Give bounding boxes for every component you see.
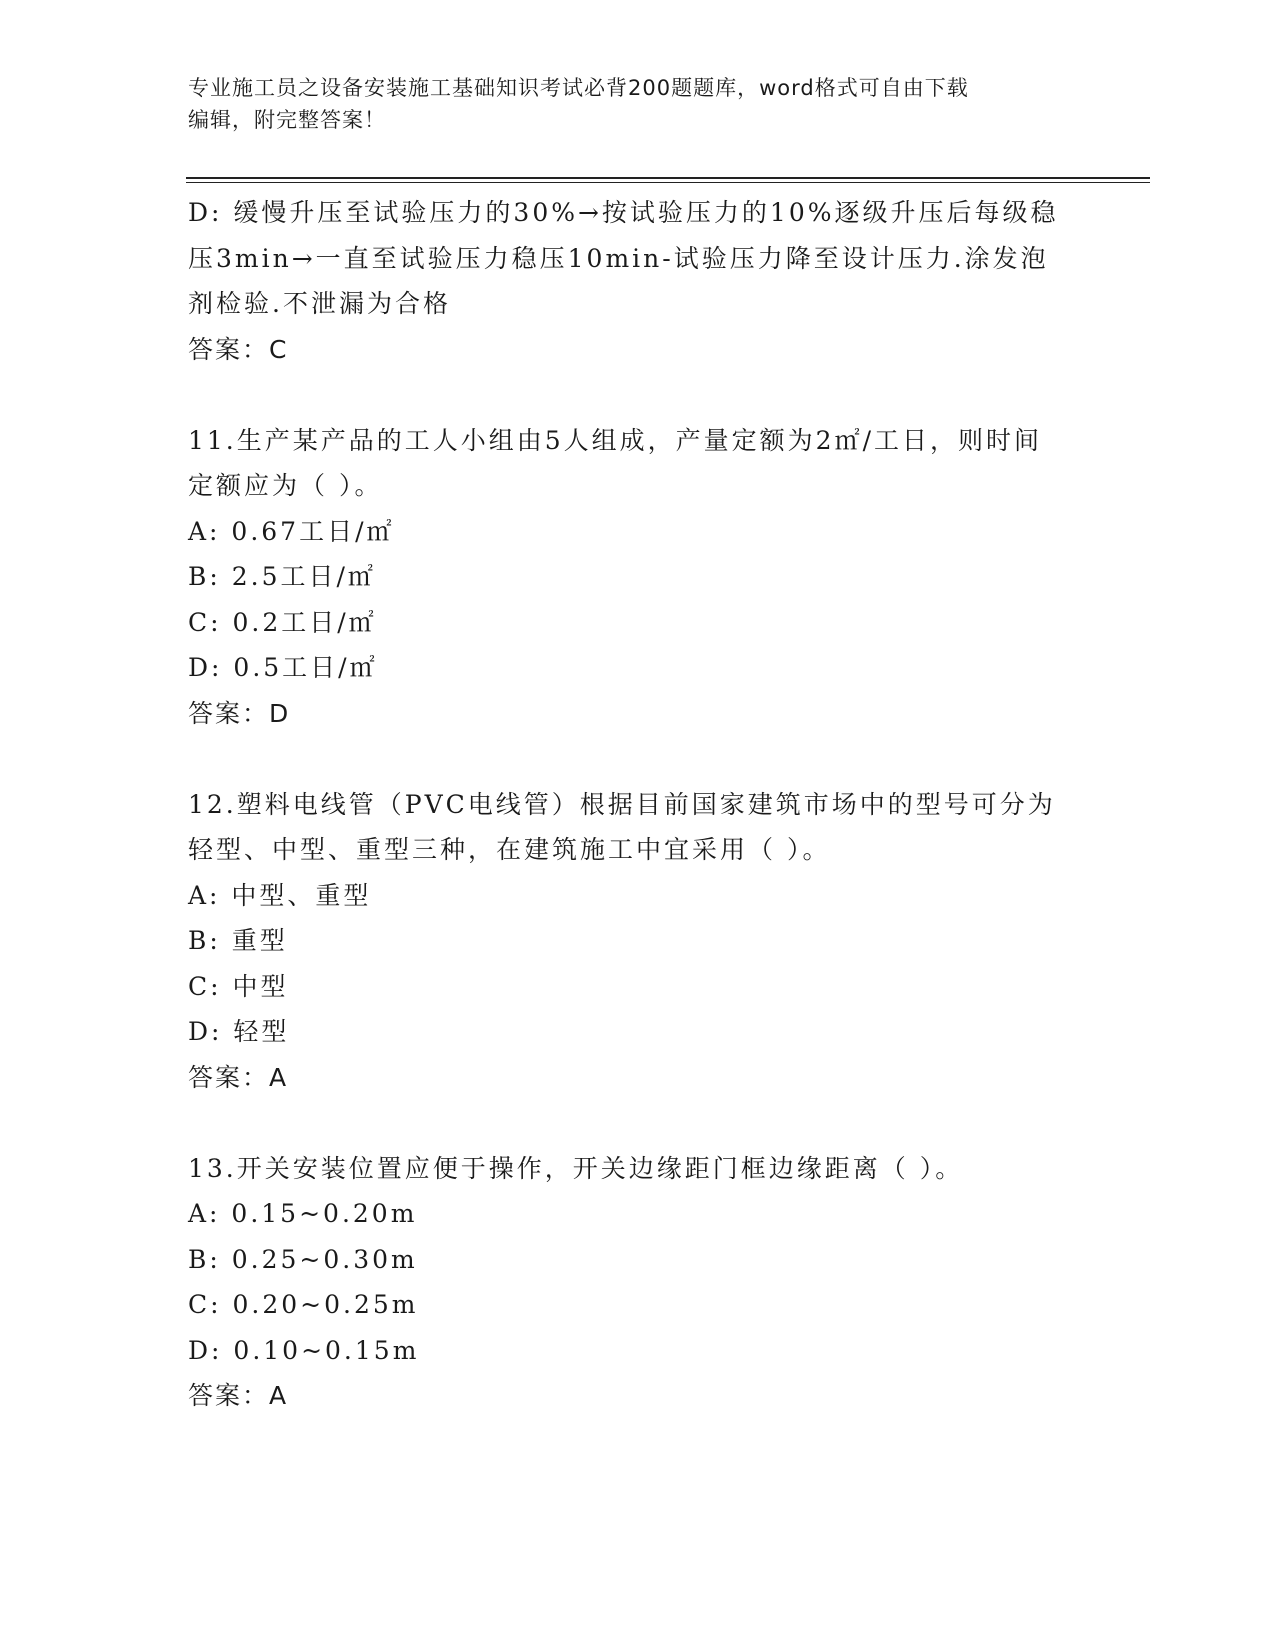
header-title-line-1: 专业施工员之设备安装施工基础知识考试必背200题题库，word格式可自由下载	[188, 76, 969, 100]
question-10-tail	[188, 190, 1088, 372]
option-a: A: 中型、重型	[188, 880, 372, 910]
header-divider-thick	[186, 177, 1150, 179]
option-d-line: 剂检验.不泄漏为合格	[188, 289, 451, 318]
option-d-line: 压3min→一直至试验压力稳压10min-试验压力降至设计压力.涂发泡	[188, 243, 1049, 273]
header-title-line-2: 编辑，附完整答案！	[188, 108, 386, 132]
question-stem-line: 11.生产某产品的工人小组由5人组成，产量定额为2㎡/工日，则时间	[188, 425, 1042, 455]
answer-line: 答案：C	[188, 334, 289, 364]
option-d-line: D: 缓慢升压至试验压力的30%→按试验压力的10%逐级升压后每级稳	[188, 198, 1059, 227]
document-body	[188, 190, 1088, 1419]
option-b: B: 0.25~0.30m	[188, 1244, 418, 1274]
option-d: D: 轻型	[188, 1017, 290, 1046]
question-13	[188, 1146, 1088, 1419]
question-stem-line: 13.开关安装位置应便于操作，开关边缘距门框边缘距离（ ）。	[188, 1153, 964, 1183]
answer-line: 答案：A	[188, 1062, 289, 1092]
spacer	[188, 372, 1088, 418]
page-header	[188, 72, 1068, 136]
answer-line: 答案：A	[188, 1381, 289, 1410]
option-d: D: 0.5工日/㎡	[188, 653, 378, 682]
question-stem-line: 12.塑料电线管（PVC电线管）根据目前国家建筑市场中的型号可分为	[188, 789, 1056, 819]
option-a: A: 0.67工日/㎡	[188, 516, 395, 546]
option-c: C: 中型	[188, 971, 289, 1001]
question-stem-line: 轻型、中型、重型三种，在建筑施工中宜采用（ ）。	[188, 835, 831, 864]
answer-line: 答案：D	[188, 698, 291, 728]
question-stem-line: 定额应为（ ）。	[188, 471, 383, 500]
option-a: A: 0.15~0.20m	[188, 1199, 418, 1228]
spacer	[188, 1100, 1088, 1146]
spacer	[188, 736, 1088, 782]
option-c: C: 0.20~0.25m	[188, 1290, 419, 1319]
question-11	[188, 418, 1088, 737]
option-b: B: 重型	[188, 926, 288, 955]
header-divider-thin	[186, 182, 1150, 183]
option-b: B: 2.5工日/㎡	[188, 562, 376, 591]
question-12	[188, 782, 1088, 1101]
option-c: C: 0.2工日/㎡	[188, 607, 377, 637]
option-d: D: 0.10~0.15m	[188, 1335, 420, 1365]
